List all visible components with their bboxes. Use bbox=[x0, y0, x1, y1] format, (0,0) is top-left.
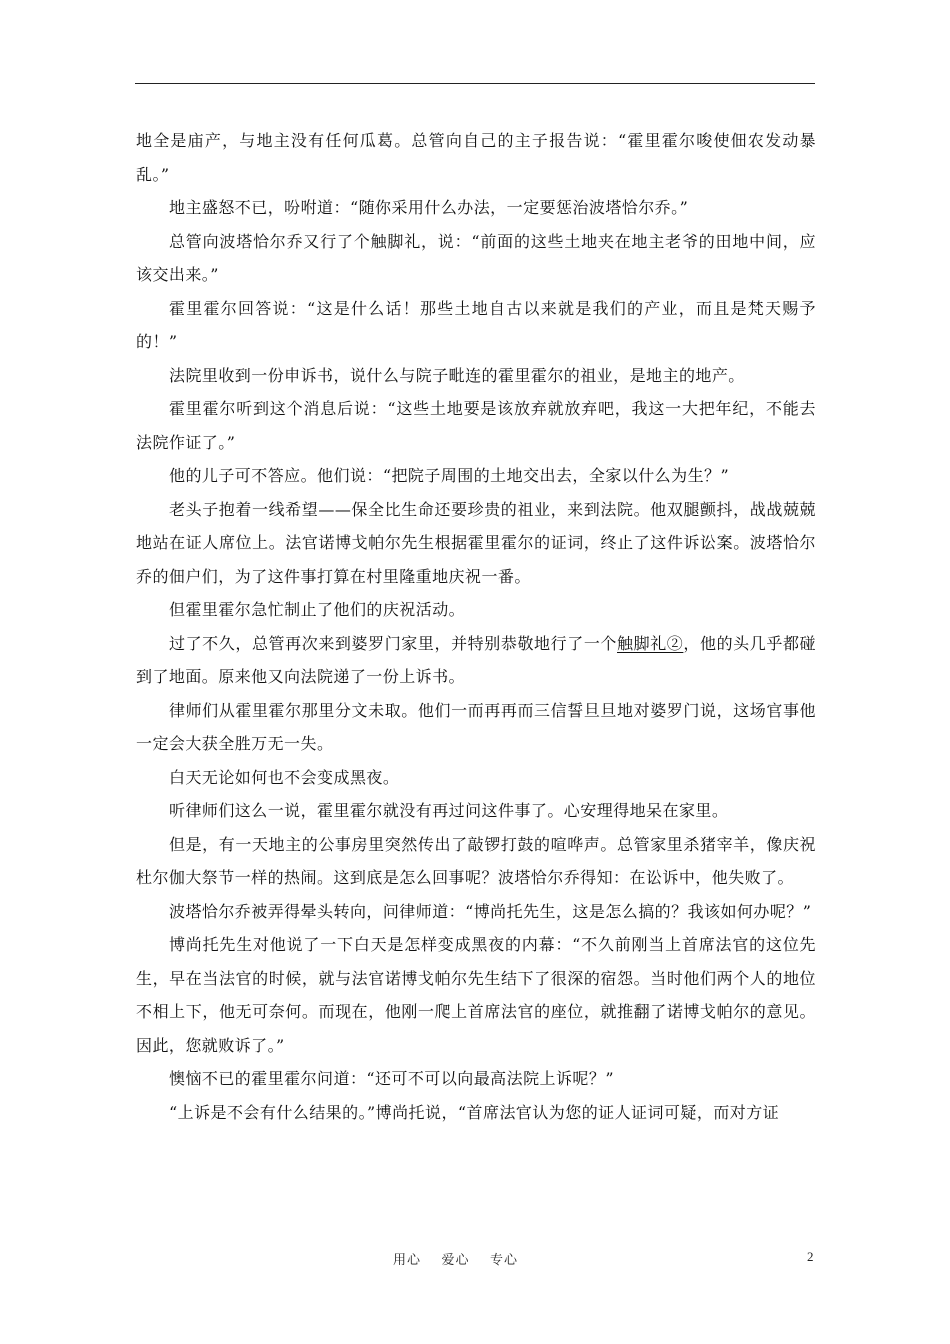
paragraph: 他的儿子可不答应。他们说：“把院子周围的土地交出去，全家以什么为生？” bbox=[169, 466, 730, 485]
paragraph: 地全是庙产，与地主没有任何瓜葛。总管向自己的主子报告说：“霍里霍尔唆使佃农发动暴乱。” bbox=[136, 131, 816, 184]
paragraph: 懊恼不已的霍里霍尔问道：“还可不可以向最高法院上诉呢？” bbox=[169, 1069, 614, 1088]
paragraph bbox=[136, 627, 816, 694]
paragraph: 总管向波塔恰尔乔又行了个触脚礼，说：“前面的这些土地夹在地主老爷的田地中间，应该交出来。” bbox=[136, 231, 816, 284]
paragraph: “上诉是不会有什么结果的。”博尚托说，“首席法官认为您的证人证词可疑，而对方证 bbox=[169, 1102, 780, 1122]
paragraph: 霍里霍尔回答说：“这是什么话！那些土地自古以来就是我们的产业，而且是梵天赐予的！” bbox=[136, 298, 816, 351]
paragraph: 地主盛怒不已，吩咐道：“随你采用什么办法，一定要惩治波塔恰尔乔。” bbox=[169, 198, 689, 217]
paragraph: 博尚托先生对他说了一下白天是怎样变成黑夜的内幕：“不久前刚当上首席法官的这位先生，早在当法官的时候，就与法官诺博戈帕尔先生结下了很深的宿怨。当时他们两个人的地位不相上下，他无可奈何。而现在，他刚一爬上首席法官的座位，就推翻了诺博戈帕尔的意见。因此，您就败诉了。” bbox=[136, 935, 816, 1055]
paragraph-text: 过了不久，总管再次来到婆罗门家里，并特别恭敬地行了一个 bbox=[169, 633, 618, 653]
paragraph: 律师们从霍里霍尔那里分文未取。他们一而再再而三信誓旦旦地对婆罗门说，这场官事他一定会大获全胜万无一失。 bbox=[136, 700, 816, 753]
paragraph: 但霍里霍尔急忙制止了他们的庆祝活动。 bbox=[169, 600, 466, 619]
paragraph: 霍里霍尔听到这个消息后说：“这些土地要是该放弃就放弃吧，我这一大把年纪，不能去法院作证了。” bbox=[136, 399, 816, 452]
paragraph: 老头子抱着一线希望——保全比生命还要珍贵的祖业，来到法院。他双腿颤抖，战战兢兢地站在证人席位上。法官诺博戈帕尔先生根据霍里霍尔的证词，终止了这件诉讼案。波塔恰尔乔的佃户们，为了这件事打算在村里隆重地庆祝一番。 bbox=[136, 499, 816, 586]
paragraph: 白天无论如何也不会变成黑夜。 bbox=[169, 767, 400, 787]
header-rule bbox=[135, 83, 815, 84]
page-number: 2 bbox=[807, 1249, 814, 1264]
document-body bbox=[136, 124, 816, 1129]
paragraph: 法院里收到一份申诉书，说什么与院子毗连的霍里霍尔的祖业，是地主的地产。 bbox=[169, 365, 745, 385]
paragraph: 但是，有一天地主的公事房里突然传出了敲锣打鼓的喧哗声。总管家里杀猪宰羊，像庆祝杜尔伽大祭节一样的热闹。这到底是怎么回事呢？波塔恰尔乔得知：在讼诉中，他失败了。 bbox=[136, 834, 816, 887]
footnote-term: 触脚礼② bbox=[617, 633, 684, 653]
paragraph-text: ，他的头几乎都碰到了地面。原来他又向法院递了一份上诉书。 bbox=[136, 633, 816, 686]
footer-motto: 用心 爱心 专心 bbox=[393, 1253, 519, 1268]
paragraph: 听律师们这么一说，霍里霍尔就没有再过问这件事了。心安理得地呆在家里。 bbox=[169, 801, 729, 820]
paragraph: 波塔恰尔乔被弄得晕头转向，问律师道：“博尚托先生，这是怎么搞的？我该如何办呢？” bbox=[169, 901, 812, 921]
